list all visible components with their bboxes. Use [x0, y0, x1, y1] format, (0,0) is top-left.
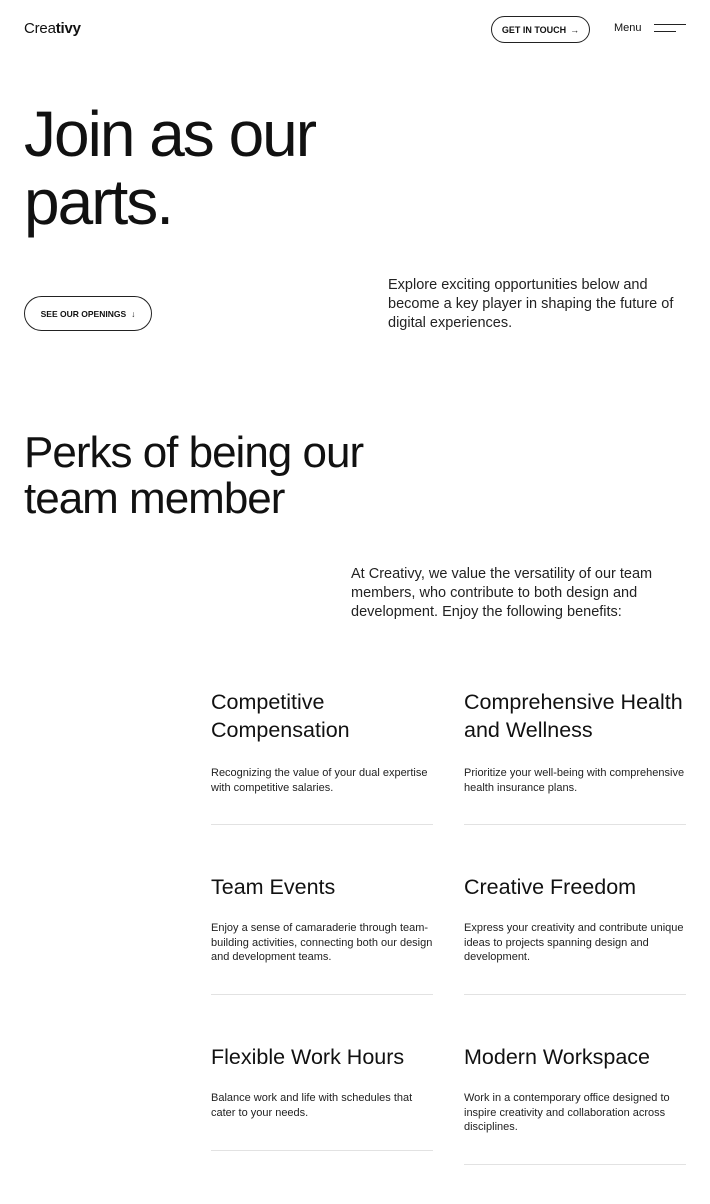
perk-title: Competitive Compensation	[211, 690, 350, 742]
hamburger-icon	[654, 24, 686, 32]
perk-description: Recognizing the value of your dual expertise with competitive salaries.	[211, 767, 428, 794]
perk-title: Team Events	[211, 875, 336, 899]
perks-title: Perks of being our team member	[24, 428, 364, 523]
divider	[211, 824, 433, 825]
hero-intro: Explore exciting opportunities below and become a key player in shaping the future of digital experiences.	[388, 277, 674, 331]
get-in-touch-button[interactable]	[491, 16, 590, 43]
divider	[464, 824, 686, 825]
perk-card	[464, 1043, 686, 1165]
menu-button[interactable]	[614, 22, 686, 34]
perk-description: Balance work and life with schedules that cater to your needs.	[211, 1092, 413, 1119]
perk-card	[211, 1043, 433, 1151]
perk-description: Enjoy a sense of camaraderie through team-building activities, connecting both our design and development teams.	[211, 922, 433, 963]
perk-card	[211, 688, 433, 825]
divider	[211, 994, 433, 995]
logo-text-bold: tivy	[55, 20, 81, 37]
perk-title: Creative Freedom	[464, 875, 637, 899]
arrow-right-icon: →	[570, 24, 580, 35]
button-label: SEE OUR OPENINGS	[40, 308, 127, 319]
perk-description: Work in a contemporary office designed to inspire creativity and collaboration across disciplines.	[464, 1092, 670, 1133]
see-openings-button[interactable]	[24, 296, 152, 331]
perk-title: Flexible Work Hours	[211, 1045, 405, 1069]
perk-card	[464, 688, 686, 825]
perk-description: Prioritize your well-being with comprehensive health insurance plans.	[464, 767, 685, 794]
divider	[464, 1164, 686, 1165]
logo[interactable]	[24, 20, 81, 37]
perk-title: Comprehensive Health and Wellness	[464, 690, 683, 742]
divider	[211, 1150, 433, 1151]
button-label: GET IN TOUCH	[501, 24, 567, 35]
divider	[464, 994, 686, 995]
perk-card	[211, 873, 433, 995]
menu-label: Menu	[614, 22, 642, 34]
perks-intro: At Creativy, we value the versatility of our team members, who contribute to both design and development. Enjoy the following benefits:	[351, 566, 653, 620]
perk-card	[464, 873, 686, 995]
hero-title: Join as our parts.	[24, 98, 316, 238]
perk-description: Express your creativity and contribute unique ideas to projects spanning design and development.	[464, 922, 684, 963]
arrow-down-icon: ↓	[131, 308, 136, 319]
perk-title: Modern Workspace	[464, 1045, 651, 1069]
logo-text: Crea	[24, 20, 56, 37]
